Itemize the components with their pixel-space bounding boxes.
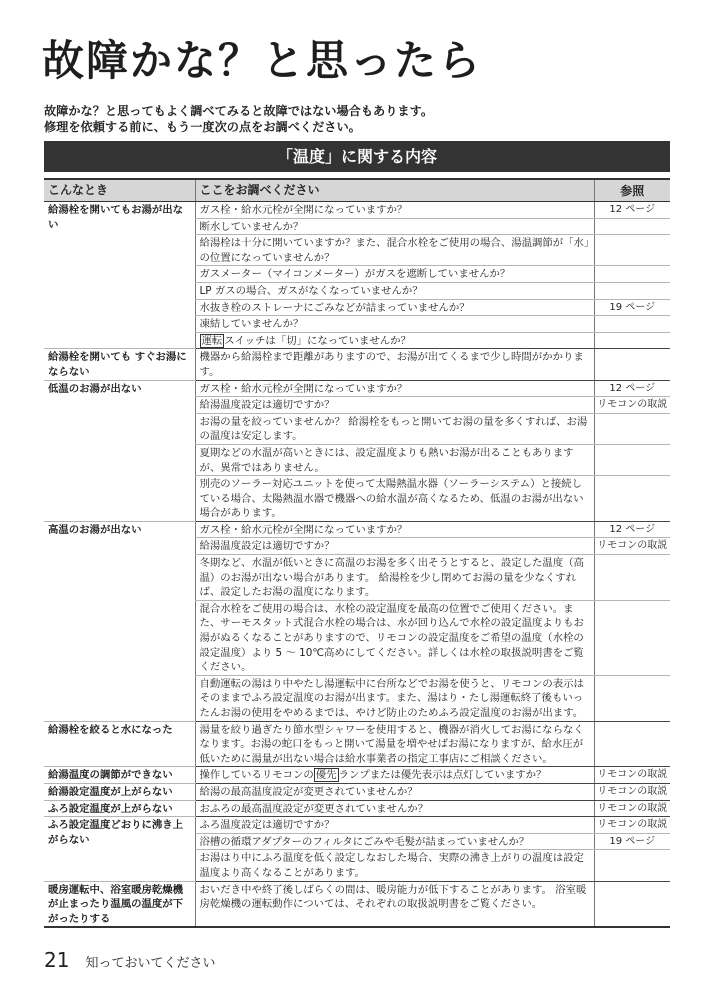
table-row (44, 800, 670, 817)
check-cell (195, 476, 594, 522)
reference-cell (594, 444, 670, 475)
symptom-cell: 暖房運転中、浴室暖房乾燥機が止まったり温風の温度が下がったりする (44, 881, 195, 927)
reference-cell (594, 600, 670, 675)
check-text: おいだき中や終了後しばらくの間は、暖房能力が低下することがあります。 浴室暖房乾燥機の運転動作については、それぞれの取扱説明書をご覧ください。 (199, 883, 587, 911)
symptom-cell: 給湯設定温度が上がらない (44, 783, 195, 800)
symptom-cell: ふろ設定温度どおりに沸き上がらない (44, 817, 195, 881)
symptom-cell: 給湯栓を開いてもお湯が出ない (44, 202, 195, 349)
table-header-row (44, 179, 670, 202)
check-cell (195, 800, 594, 817)
check-text: お湯はり中にふろ温度を低く設定しなおした場合、実際の沸き上がりの温度は設定温度より高くなることがあります。 (199, 852, 584, 879)
reference-cell: リモコンの取説 (594, 538, 670, 555)
check-cell (195, 332, 594, 349)
check-text: 混合水栓をご使用の場合は、水栓の設定温度を最高の位置でご使用ください。また、サーモスタット式混合水栓の場合は、水が回り込んで水栓の設定温度よりもお湯がぬるくなることがありますので、リモコンの設定温度をご希望の温度（水栓の設定温度）より 5 ～ 10℃高めにしてください。詳しくは水栓の取扱説明書をご覧ください。 (199, 602, 584, 674)
check-text: 別売のソーラー対応ユニットを使って太陽熱温水器（ソーラーシステム）と接続している場合、太陽熱温水器で機器への給水温が高くなるため、低温のお湯が出ない場合があります。 (199, 478, 584, 520)
table-row (44, 767, 670, 784)
check-cell (195, 282, 594, 299)
table-row (44, 380, 670, 397)
symptom-cell: ふろ設定温度が上がらない (44, 800, 195, 817)
table-row (44, 881, 670, 927)
table-row (44, 721, 670, 767)
page-footer (44, 948, 215, 972)
page-title: 故障かな？と思ったら (42, 36, 483, 85)
check-text: ふろ温度設定は適切ですか？ (199, 819, 335, 832)
symptom-cell: 高温のお湯が出ない (44, 521, 195, 721)
reference-cell (594, 555, 670, 601)
symptom-cell: 給湯温度の調節ができない (44, 767, 195, 784)
check-cell (195, 538, 594, 555)
check-cell (195, 444, 594, 475)
intro-text (44, 103, 433, 135)
reference-cell: 19 ページ (594, 299, 670, 316)
check-text: 給湯の最高温度設定が変更されていませんか？ (199, 785, 418, 798)
header-symptom: こんなとき (44, 179, 195, 202)
check-cell (195, 881, 594, 927)
reference-cell (594, 413, 670, 444)
check-text: 操作しているリモコンの (199, 769, 314, 782)
check-text: 冬期など、水温が低いときに高温のお湯を多く出そうとすると、設定した温度（高温）のお湯が出ない場合があります。 給湯栓を少し閉めてお湯の量を少なくすれば、設定したお湯の温度になります。 (199, 557, 584, 599)
symptom-cell: 給湯栓を開いても すぐお湯にならない (44, 349, 195, 380)
reference-cell (594, 349, 670, 380)
reference-cell (594, 332, 670, 349)
check-cell (195, 202, 594, 219)
check-cell (195, 833, 594, 850)
troubleshooting-table (44, 178, 670, 928)
reference-cell (594, 476, 670, 522)
table-row (44, 817, 670, 834)
reference-cell: 12 ページ (594, 521, 670, 538)
reference-cell: リモコンの取説 (594, 817, 670, 834)
check-cell (195, 783, 594, 800)
reference-cell: リモコンの取説 (594, 767, 670, 784)
check-text: お湯の量を絞っていませんか？ 給湯栓をもっと開いてお湯の量を多くすれば、お湯の温度は安定します。 (199, 415, 588, 443)
check-text: 給湯温度設定は適切ですか？ (199, 399, 335, 412)
intro-line-2: 修理を依頼する前に、もう一度次の点をお調べください。 (44, 120, 361, 134)
check-text: 浴槽の循環アダプターのフィルタにごみや毛髪が詰まっていませんか？ (199, 835, 530, 848)
symptom-cell: 低温のお湯が出ない (44, 380, 195, 521)
check-cell (195, 521, 594, 538)
check-text: ガスメーター（マイコンメーター）がガスを遮断していませんか？ (199, 268, 511, 281)
reference-cell (594, 316, 670, 333)
reference-cell: リモコンの取説 (594, 397, 670, 414)
check-text: スイッチは「切」になっていませんか？ (224, 334, 411, 347)
check-cell (195, 380, 594, 397)
check-cell (195, 397, 594, 414)
check-cell (195, 675, 594, 721)
table-row (44, 349, 670, 380)
reference-cell: 19 ページ (594, 833, 670, 850)
check-text: ガス栓・給水元栓が全開になっていますか？ (199, 523, 408, 536)
operation-switch-label: 運転 (201, 334, 223, 347)
check-text: 給湯栓は十分に開いていますか？また、混合水栓をご使用の場合、湯温調節が「水」の位置になっていませんか？ (199, 237, 590, 264)
check-cell (195, 817, 594, 834)
check-text: おふろの最高温度設定が変更されていませんか？ (199, 802, 429, 815)
check-text: ランプまたは優先表示は点灯していますか？ (338, 769, 547, 782)
table-row (44, 202, 670, 219)
footer-text: 知っておいてください (85, 956, 216, 971)
check-text: ガス栓・給水元栓が全開になっていますか？ (199, 382, 408, 395)
check-cell (195, 235, 594, 266)
table-row (44, 783, 670, 800)
header-reference: 参照 (594, 179, 670, 202)
check-text: 凍結していませんか？ (199, 318, 304, 331)
symptom-cell: 給湯栓を絞ると水になった (44, 721, 195, 767)
reference-cell: 12 ページ (594, 202, 670, 219)
check-text: 水抜き栓のストレーナにごみなどが詰まっていませんか？ (199, 301, 470, 314)
reference-cell: リモコンの取説 (594, 800, 670, 817)
check-text: 湯量を絞り過ぎたり節水型シャワーを使用すると、機器が消火してお湯にならなくなります。お湯の蛇口をもっと開いて湯量を増やせばお湯になりますが、給水圧が低いために湯量が出ない場合は給水事業者の指定工事店にご相談ください。 (199, 723, 584, 765)
check-text: ガス栓・給水元栓が全開になっていますか？ (199, 204, 408, 216)
check-cell (195, 316, 594, 333)
check-text: 給湯温度設定は適切ですか？ (199, 540, 335, 553)
intro-line-1: 故障かな？と思ってもよく調べてみると故障ではない場合もあります。 (44, 104, 434, 118)
reference-cell (594, 266, 670, 283)
check-cell (195, 850, 594, 881)
check-text: 機器から給湯栓まで距離がありますので、お湯が出てくるまで少し時間がかかります。 (199, 351, 584, 378)
reference-cell (594, 675, 670, 721)
table-row (44, 521, 670, 538)
check-cell (195, 600, 594, 675)
page-number: 21 (44, 948, 70, 972)
check-text: LP ガスの場合、ガスがなくなっていませんか？ (199, 284, 423, 297)
check-cell (195, 413, 594, 444)
reference-cell (594, 235, 670, 266)
reference-cell (594, 282, 670, 299)
table-body (44, 202, 670, 928)
check-text: 夏期などの水温が高いときには、設定温度よりも熱いお湯が出ることもありますが、異常ではありません。 (199, 446, 574, 474)
priority-lamp-label: 優先 (315, 769, 337, 782)
header-check: ここをお調べください (195, 179, 594, 202)
check-text: 自動運転の湯はり中やたし湯運転中に台所などでお湯を使うと、リモコンの表示はそのままでふろ設定温度のお湯が出ます。また、湯はり・たし湯運転終了後もいったんお湯の使用をやめるまでは、やけど防止のためふろ設定温度のお湯が出ます。 (199, 677, 584, 719)
check-cell (195, 299, 594, 316)
reference-cell (594, 218, 670, 235)
check-cell (195, 266, 594, 283)
reference-cell (594, 721, 670, 767)
check-cell (195, 349, 594, 380)
section-banner: 「温度」に関する内容 (44, 141, 670, 172)
check-cell (195, 218, 594, 235)
reference-cell: リモコンの取説 (594, 783, 670, 800)
reference-cell (594, 850, 670, 881)
reference-cell (594, 881, 670, 927)
check-cell (195, 555, 594, 601)
check-text: 断水していませんか？ (199, 220, 304, 233)
check-cell (195, 721, 594, 767)
check-cell (195, 767, 594, 784)
reference-cell: 12 ページ (594, 380, 670, 397)
